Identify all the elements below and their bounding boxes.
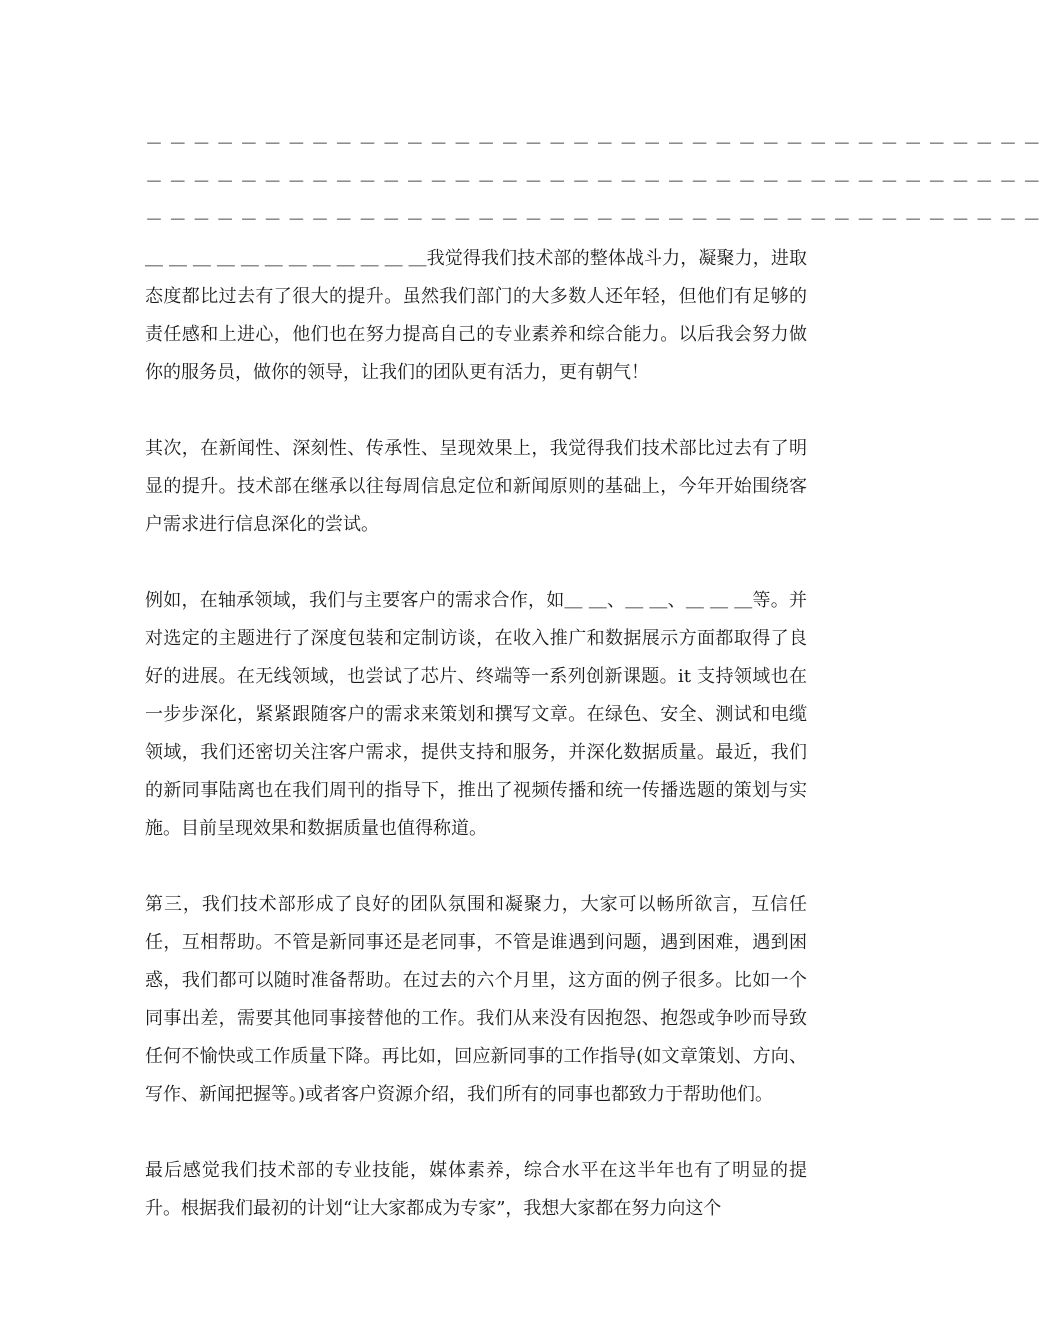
paragraph-3: 例如，在轴承领域，我们与主要客户的需求合作，如＿ ＿、＿ ＿、＿ ＿ ＿等。并对选定的主题进行了深度包装和定制访谈，在收入推广和数据展示方面都取得了良好的进展。在无线领域，也尝试了芯片、终端等一系列创新课题。it 支持领域也在一步步深化，紧紧跟随客户的需求来策划和撰写文章。在绿色、安全、测试和电缆领域，我们还密切关注客户需求，提供支持和服务，并深化数据质量。最近，我们的新同事陆离也在我们周刊的指导下，推出了视频传播和统一传播选题的策划与实施。目前呈现效果和数据质量也值得称道。: [145, 590, 807, 839]
document-body: [145, 126, 1041, 1266]
paragraph-1: ＿ ＿ ＿ ＿ ＿ ＿ ＿ ＿ ＿ ＿ ＿ ＿我觉得我们技术部的整体战斗力，凝聚力，进取态度都比过去有了很大的提升。虽然我们部门的大多数人还年轻，但他们有足够的责任感和上进心，他们也在努力提高自己的专业素养和综合能力。以后我会努力做你的服务员，做你的领导，让我们的团队更有活力，更有朝气！: [145, 248, 807, 383]
dash-line: － － － － － － － － － － － － － － － － － － － － － － － － － － － － － － － － － － － － － －: [145, 134, 1041, 155]
dash-line: － － － － － － － － － － － － － － － － － － － － － － － － － － － － － － － － － － － － － －: [145, 172, 1041, 193]
paragraph-4: 第三，我们技术部形成了良好的团队氛围和凝聚力，大家可以畅所欲言，互信任任，互相帮助。不管是新同事还是老同事，不管是谁遇到问题，遇到困难，遇到困惑，我们都可以随时准备帮助。在过去的六个月里，这方面的例子很多。比如一个同事出差，需要其他同事接替他的工作。我们从来没有因抱怨、抱怨或争吵而导致任何不愉快或工作质量下降。再比如，回应新同事的工作指导(如文章策划、方向、写作、新闻把握等。)或者客户资源介绍，我们所有的同事也都致力于帮助他们。: [145, 894, 807, 1105]
paragraph-5: 最后感觉我们技术部的专业技能，媒体素养，综合水平在这半年也有了明显的提升。根据我们最初的计划“让大家都成为专家”，我想大家都在努力向这个: [145, 1160, 807, 1219]
dash-line: － － － － － － － － － － － － － － － － － － － － － － － － － － － － － － － － － － － － － －: [145, 210, 1041, 231]
paragraph-2: 其次，在新闻性、深刻性、传承性、呈现效果上，我觉得我们技术部比过去有了明显的提升。技术部在继承以往每周信息定位和新闻原则的基础上，今年开始围绕客户需求进行信息深化的尝试。: [145, 438, 807, 535]
